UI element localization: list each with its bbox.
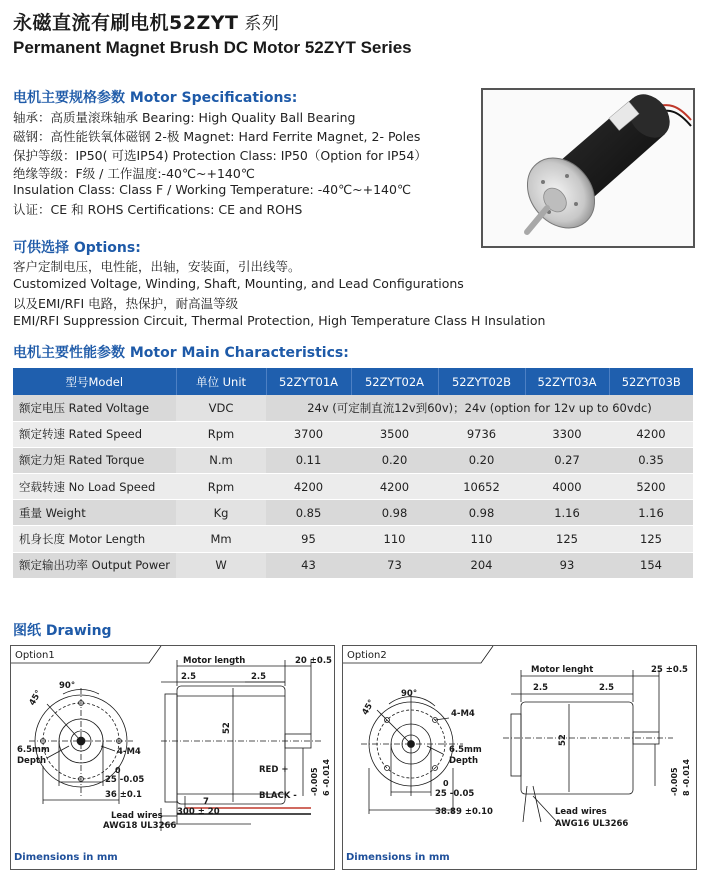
drawing-heading: 图纸 Drawing (13, 623, 112, 639)
option2-d38: 38.89 ±0.10 (435, 807, 493, 817)
option1-black-wire: BLACK - (259, 791, 297, 801)
option2-dim-2-5-b: 2.5 (599, 683, 615, 693)
table-row (13, 526, 693, 552)
options-line-3: 以及EMI/RFI 电路，热保护，耐高温等级 (13, 296, 239, 311)
option1-d52: 52 (222, 722, 232, 734)
table-row (13, 500, 693, 526)
drawing-option2-svg (343, 646, 696, 869)
option1-dim-7: 7 (203, 797, 209, 807)
option2-dimensions-note: Dimensions in mm (346, 852, 450, 863)
option2-dim-25: 25 ±0.5 (651, 665, 688, 675)
table-row (13, 447, 693, 473)
option2-lead-wires: Lead wires (555, 807, 607, 817)
col-header-52zyt03b: 52ZYT03B (609, 368, 693, 395)
option2-d25: 25 -0.05 (435, 789, 475, 799)
option2-angle-45: 45° (360, 698, 378, 717)
option1-dim-2-5-b: 2.5 (251, 672, 267, 682)
option1-d25: 25 -0.05 (105, 775, 145, 785)
option1-depth: 6.5mm (17, 745, 50, 755)
spec-line-certifications: 认证：CE 和 ROHS Certifications: CE and ROHS (13, 202, 303, 217)
table-row (13, 474, 693, 500)
cell-value: 10652 (438, 474, 525, 500)
col-header-52zyt02b: 52ZYT02B (438, 368, 525, 395)
cell-value: 0.85 (266, 500, 351, 526)
option1-d36: 36 ±0.1 (105, 790, 142, 800)
cell-value: 1.16 (525, 500, 609, 526)
option2-d52: 52 (558, 734, 568, 746)
options-line-1: 客户定制电压，电性能，出轴，安装面，引出线等。 (13, 259, 301, 274)
cell-value: 73 (351, 552, 438, 578)
spec-line-bearing: 轴承：高质量滚珠轴承 Bearing: High Quality Ball Bearing (13, 110, 356, 125)
cell-value: 4000 (525, 474, 609, 500)
option2-angle-90: 90° (401, 689, 418, 699)
cell-value: 110 (351, 526, 438, 552)
row-unit: W (176, 552, 266, 578)
col-header-52zyt02a: 52ZYT02A (351, 368, 438, 395)
col-header-model: 型号Model (13, 368, 176, 395)
option1-m4: 4-M4 (117, 747, 141, 757)
cell-value: 0.98 (438, 500, 525, 526)
option1-lead-wires: Lead wires (111, 811, 163, 821)
row-unit: Mm (176, 526, 266, 552)
table-row (13, 421, 693, 447)
cell-value: 3300 (525, 421, 609, 447)
option2-depth: 6.5mm (449, 745, 482, 755)
row-label: 空载转速 No Load Speed (13, 474, 176, 500)
option2-shaft-tol-a: -0.005 (670, 767, 679, 796)
row-unit: Rpm (176, 474, 266, 500)
drawing-option1 (10, 645, 335, 870)
page-title-cn: 永磁直流有刷电机52ZYT 系列 (13, 12, 280, 34)
option1-dim-300: 300 ± 20 (177, 807, 220, 817)
specs-heading: 电机主要规格参数 Motor Specifications: (13, 90, 298, 106)
option1-dim-2-5-a: 2.5 (181, 672, 197, 682)
page-title-en: Permanent Magnet Brush DC Motor 52ZYT Series (13, 38, 412, 57)
cell-value: 0.98 (351, 500, 438, 526)
row-label: 重量 Weight (13, 500, 176, 526)
option1-angle-90: 90° (59, 681, 76, 691)
characteristics-heading: 电机主要性能参数 Motor Main Characteristics: (13, 345, 349, 361)
cell-value: 0.11 (266, 447, 351, 473)
cell-value: 3700 (266, 421, 351, 447)
spec-line-insulation-cn: 绝缘等级：F级 / 工作温度:-40℃~+140℃ (13, 166, 255, 181)
cell-value: 3500 (351, 421, 438, 447)
option1-motor-length: Motor length (183, 656, 246, 666)
cell-value: 4200 (609, 421, 693, 447)
spec-line-protection: 保护等级：IP50( 可选IP54) Protection Class: IP50（Option for IP54） (13, 148, 427, 163)
option2-motor-length: Motor lenght (531, 665, 594, 675)
col-header-52zyt01a: 52ZYT01A (266, 368, 351, 395)
drawing-option1-svg (11, 646, 334, 869)
cell-value: 125 (525, 526, 609, 552)
col-header-unit: 单位 Unit (176, 368, 266, 395)
row-label: 额定输出功率 Output Power (13, 552, 176, 578)
row-unit: N.m (176, 447, 266, 473)
motor-photo-illustration (483, 90, 693, 246)
option2-d25-zero: 0 (443, 779, 449, 788)
cell-value: 0.20 (351, 447, 438, 473)
option1-depth-label: Depth (17, 756, 47, 766)
cell-value: 4200 (266, 474, 351, 500)
option1-d25-zero: 0 (115, 766, 121, 775)
option1-shaft-tol-b: 6 -0.014 (322, 759, 331, 796)
col-header-52zyt03a: 52ZYT03A (525, 368, 609, 395)
cell-value: 0.20 (438, 447, 525, 473)
option1-red-wire: RED + (259, 765, 289, 775)
options-line-4: EMI/RFI Suppression Circuit, Thermal Protection, High Temperature Class H Insulation (13, 313, 546, 328)
option2-awg: AWG16 UL3266 (555, 819, 629, 829)
cell-value: 43 (266, 552, 351, 578)
cell-value: 110 (438, 526, 525, 552)
motor-photo (481, 88, 695, 248)
cell-value: 95 (266, 526, 351, 552)
row-unit: Rpm (176, 421, 266, 447)
option1-shaft-tol-a: -0.005 (310, 767, 319, 796)
cell-value: 0.35 (609, 447, 693, 473)
characteristics-table (13, 368, 693, 579)
table-header-row (13, 368, 693, 395)
row-label: 额定电压 Rated Voltage (13, 395, 176, 421)
cell-value: 1.16 (609, 500, 693, 526)
row-unit: Kg (176, 500, 266, 526)
cell-value: 93 (525, 552, 609, 578)
table-row (13, 395, 693, 421)
rated-voltage-value: 24v (可定制直流12v到60v)；24v (option for 12v up to 60vdc) (266, 395, 693, 421)
options-heading: 可供选择 Options: (13, 240, 141, 256)
drawing-option2 (342, 645, 697, 870)
row-label: 机身长度 Motor Length (13, 526, 176, 552)
row-label: 额定力矩 Rated Torque (13, 447, 176, 473)
cell-value: 204 (438, 552, 525, 578)
cell-value: 4200 (351, 474, 438, 500)
options-line-2: Customized Voltage, Winding, Shaft, Mounting, and Lead Configurations (13, 276, 464, 291)
option1-dim-20: 20 ±0.5 (295, 656, 332, 666)
option2-depth-label: Depth (449, 756, 479, 766)
cell-value: 125 (609, 526, 693, 552)
row-unit: VDC (176, 395, 266, 421)
option1-dimensions-note: Dimensions in mm (14, 852, 118, 863)
option2-m4: 4-M4 (451, 709, 475, 719)
row-label: 额定转速 Rated Speed (13, 421, 176, 447)
table-row (13, 552, 693, 578)
cell-value: 0.27 (525, 447, 609, 473)
cell-value: 9736 (438, 421, 525, 447)
option2-shaft-tol-b: 8 -0.014 (682, 759, 691, 796)
cell-value: 5200 (609, 474, 693, 500)
option1-angle-45: 45° (27, 688, 45, 708)
spec-line-magnet: 磁钢：高性能铁氧体磁钢 2-极 Magnet: Hard Ferrite Magnet, 2- Poles (13, 129, 421, 144)
option2-label: Option2 (347, 650, 387, 661)
option1-awg: AWG18 UL3266 (103, 821, 177, 831)
spec-line-insulation-en: Insulation Class: Class F / Working Temperature: -40℃~+140℃ (13, 182, 411, 197)
cell-value: 154 (609, 552, 693, 578)
option2-dim-2-5-a: 2.5 (533, 683, 549, 693)
option1-label: Option1 (15, 650, 55, 661)
